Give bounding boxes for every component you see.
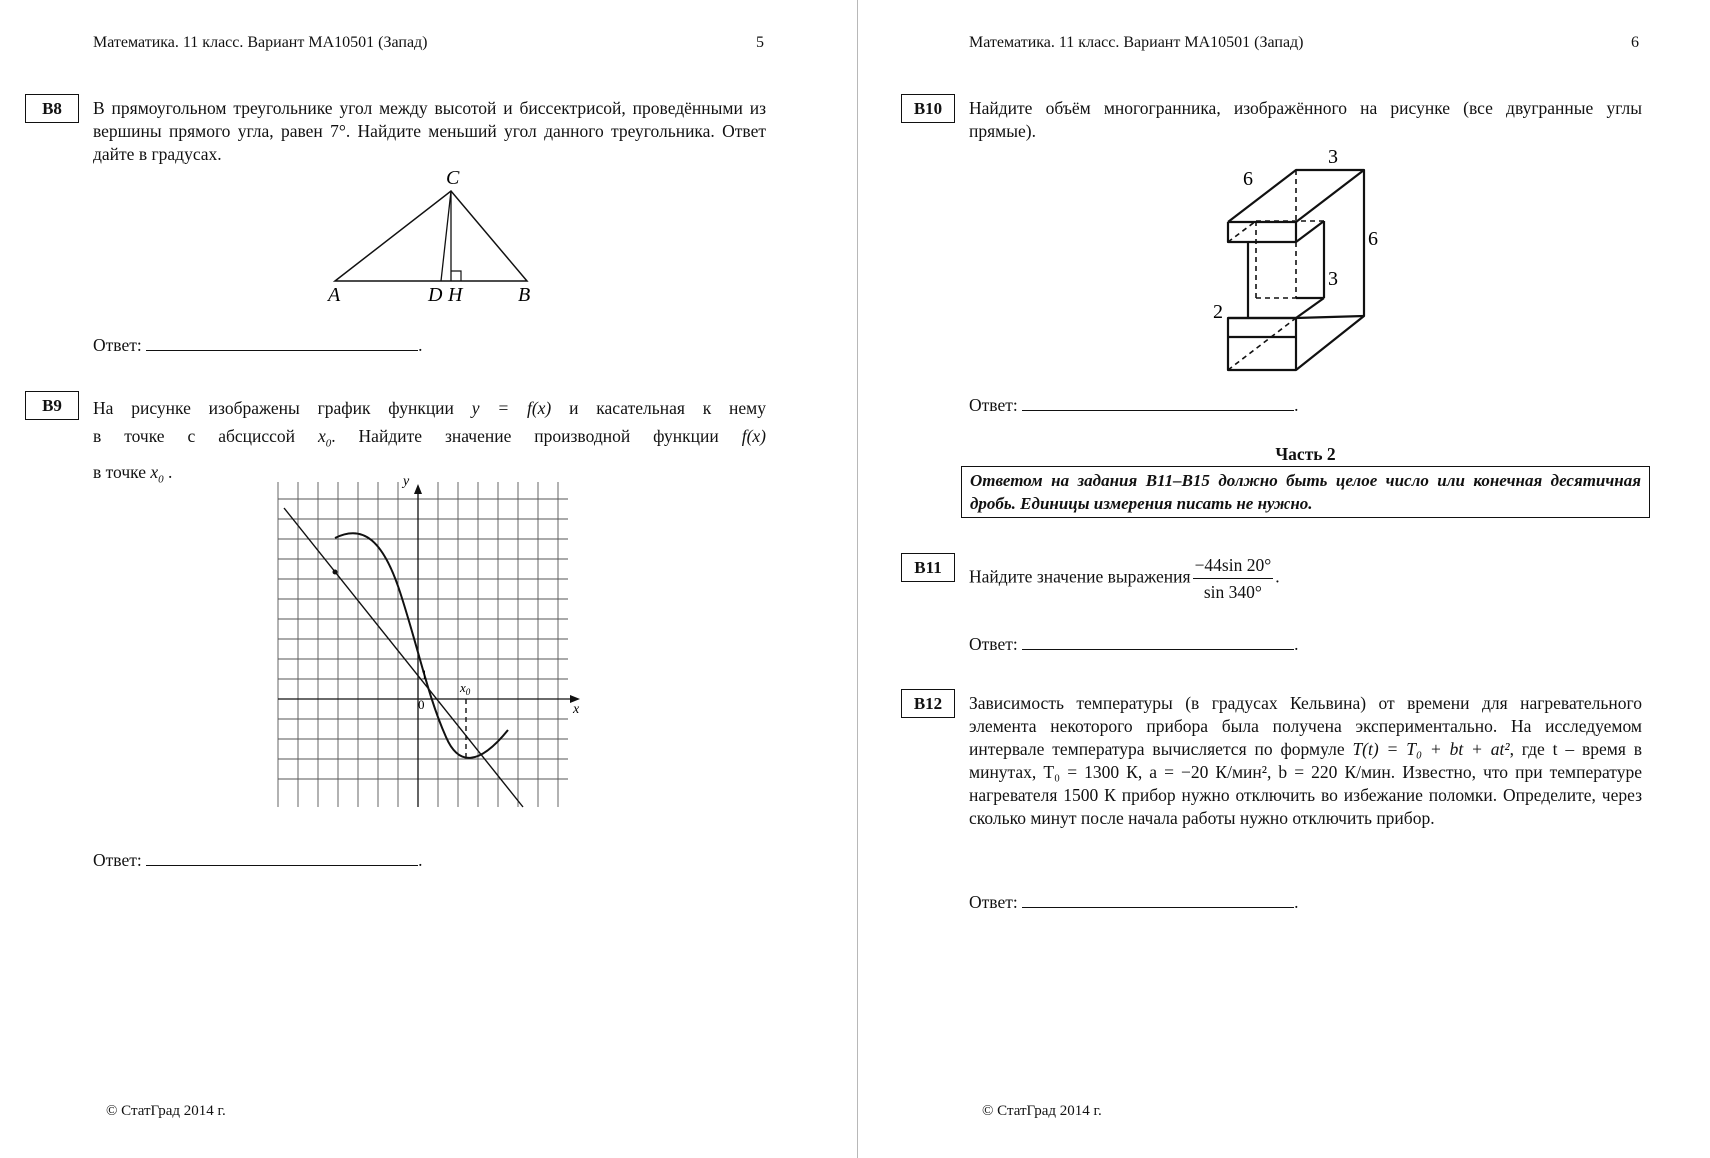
triangle-figure (310, 164, 550, 308)
axis-label-y: y (403, 474, 410, 489)
answer-b9: Ответ: . (93, 850, 423, 870)
label-h: H (448, 284, 463, 306)
answer-label: Ответ: (969, 892, 1018, 912)
page-header: Математика. 11 класс. Вариант МА10501 (Запад) (93, 34, 428, 51)
function-curve (335, 533, 508, 758)
answer-b8: Ответ: . (93, 335, 423, 355)
label-a: A (328, 284, 341, 306)
task-badge-b12: B12 (901, 689, 955, 718)
polyhedron-figure (1208, 140, 1398, 380)
answer-label: Ответ: (93, 850, 142, 870)
answer-line-b11[interactable] (1022, 633, 1294, 650)
task-b10-text: Найдите объём многогранника, изображённого на рисунке (все двугранные углы прямые). (969, 98, 1642, 141)
formula-fx: f(x) (741, 426, 766, 446)
tick-label-0: 0 (418, 697, 425, 712)
task-badge-b10: B10 (901, 94, 955, 123)
task-badge-b8: B8 (25, 94, 79, 123)
label-d: D (428, 284, 443, 306)
answer-line-b9[interactable] (146, 849, 418, 866)
label-c: C (446, 167, 460, 189)
tangent-line (284, 508, 523, 807)
task-badge-b9: B9 (25, 391, 79, 420)
dim-left-top: 6 (1243, 168, 1253, 190)
part2-title: Часть 2 (1275, 444, 1336, 464)
task-b12-text: Зависимость температуры (в градусах Кельвина) от времени для нагревательного элемента некоторого прибора была получена экспериментально. На исследуемом интервале температура вычисляется по формуле T(t) = T₀ + bt + at², где t – время в минутах, T₀ = 1300 К, a = −20 К/мин², b = 220 К/мин. Известно, что при температуре нагревателя 1500 К прибор нужно отключить во избежание поломки. Определите, через сколько минут после начала работы нужно отключить прибор. (969, 693, 1643, 828)
answer-b11: Ответ: . (969, 634, 1299, 654)
formula-y-fx: y = f(x) (471, 398, 552, 418)
page-footer: © СтатГрад 2014 г. (982, 1103, 1102, 1119)
axis-label-x: x (573, 702, 580, 717)
tick-label-1: 1 (421, 667, 428, 682)
task-b8-text: В прямоугольном треугольнике угол между высотой и биссектрисой, проведёнными из вершины прямого угла, равен 7°. Найдите меньший угол данного треугольника. Ответ дайте в градусах. (93, 98, 766, 164)
formula-temperature: T(t) = T₀ + bt + at² (1352, 739, 1510, 759)
page-number: 5 (756, 34, 764, 51)
task-badge-b11: B11 (901, 553, 955, 582)
answer-label: Ответ: (969, 395, 1018, 415)
dim-bottom-left: 2 (1213, 301, 1223, 323)
dim-right: 6 (1368, 228, 1378, 250)
page-6 (858, 0, 1710, 1158)
fraction: $\frac{-44\sin 20^\circ}{\sin 340^\circ}$ (1194, 555, 1272, 602)
answer-line-b8[interactable] (146, 334, 418, 351)
function-graph (278, 474, 588, 812)
answer-line-b12[interactable] (1022, 891, 1294, 908)
page-header: Математика. 11 класс. Вариант МА10501 (Запад) (969, 34, 1304, 51)
answer-b12: Ответ: . (969, 892, 1299, 912)
part2-notice: Ответом на задания B11–B15 должно быть целое число или конечная десятичная дробь. Единицы измерения писать не нужно. (961, 466, 1650, 518)
task-b11-text: Найдите значение выражения $\frac{-44\sin 20^\circ}{\sin 340^\circ}$ . (969, 555, 1280, 602)
answer-label: Ответ: (969, 634, 1018, 654)
dim-top: 3 (1328, 146, 1338, 168)
grid (278, 482, 568, 807)
answer-label: Ответ: (93, 335, 142, 355)
x0-label: $x_0$ (460, 680, 471, 697)
dim-mid: 3 (1328, 268, 1338, 290)
page-footer: © СтатГрад 2014 г. (106, 1103, 226, 1119)
answer-line-b10[interactable] (1022, 394, 1294, 411)
answer-b10: Ответ: . (969, 395, 1299, 415)
label-b: B (518, 284, 531, 306)
task-b9-text: На рисунке изображены график функции y = f(x) и касательная к нему в точке с абсциссой $x_0$. Найдите значение производной функции f(x) в точке $x_0$ . (93, 398, 767, 485)
page-number: 6 (1631, 34, 1639, 51)
